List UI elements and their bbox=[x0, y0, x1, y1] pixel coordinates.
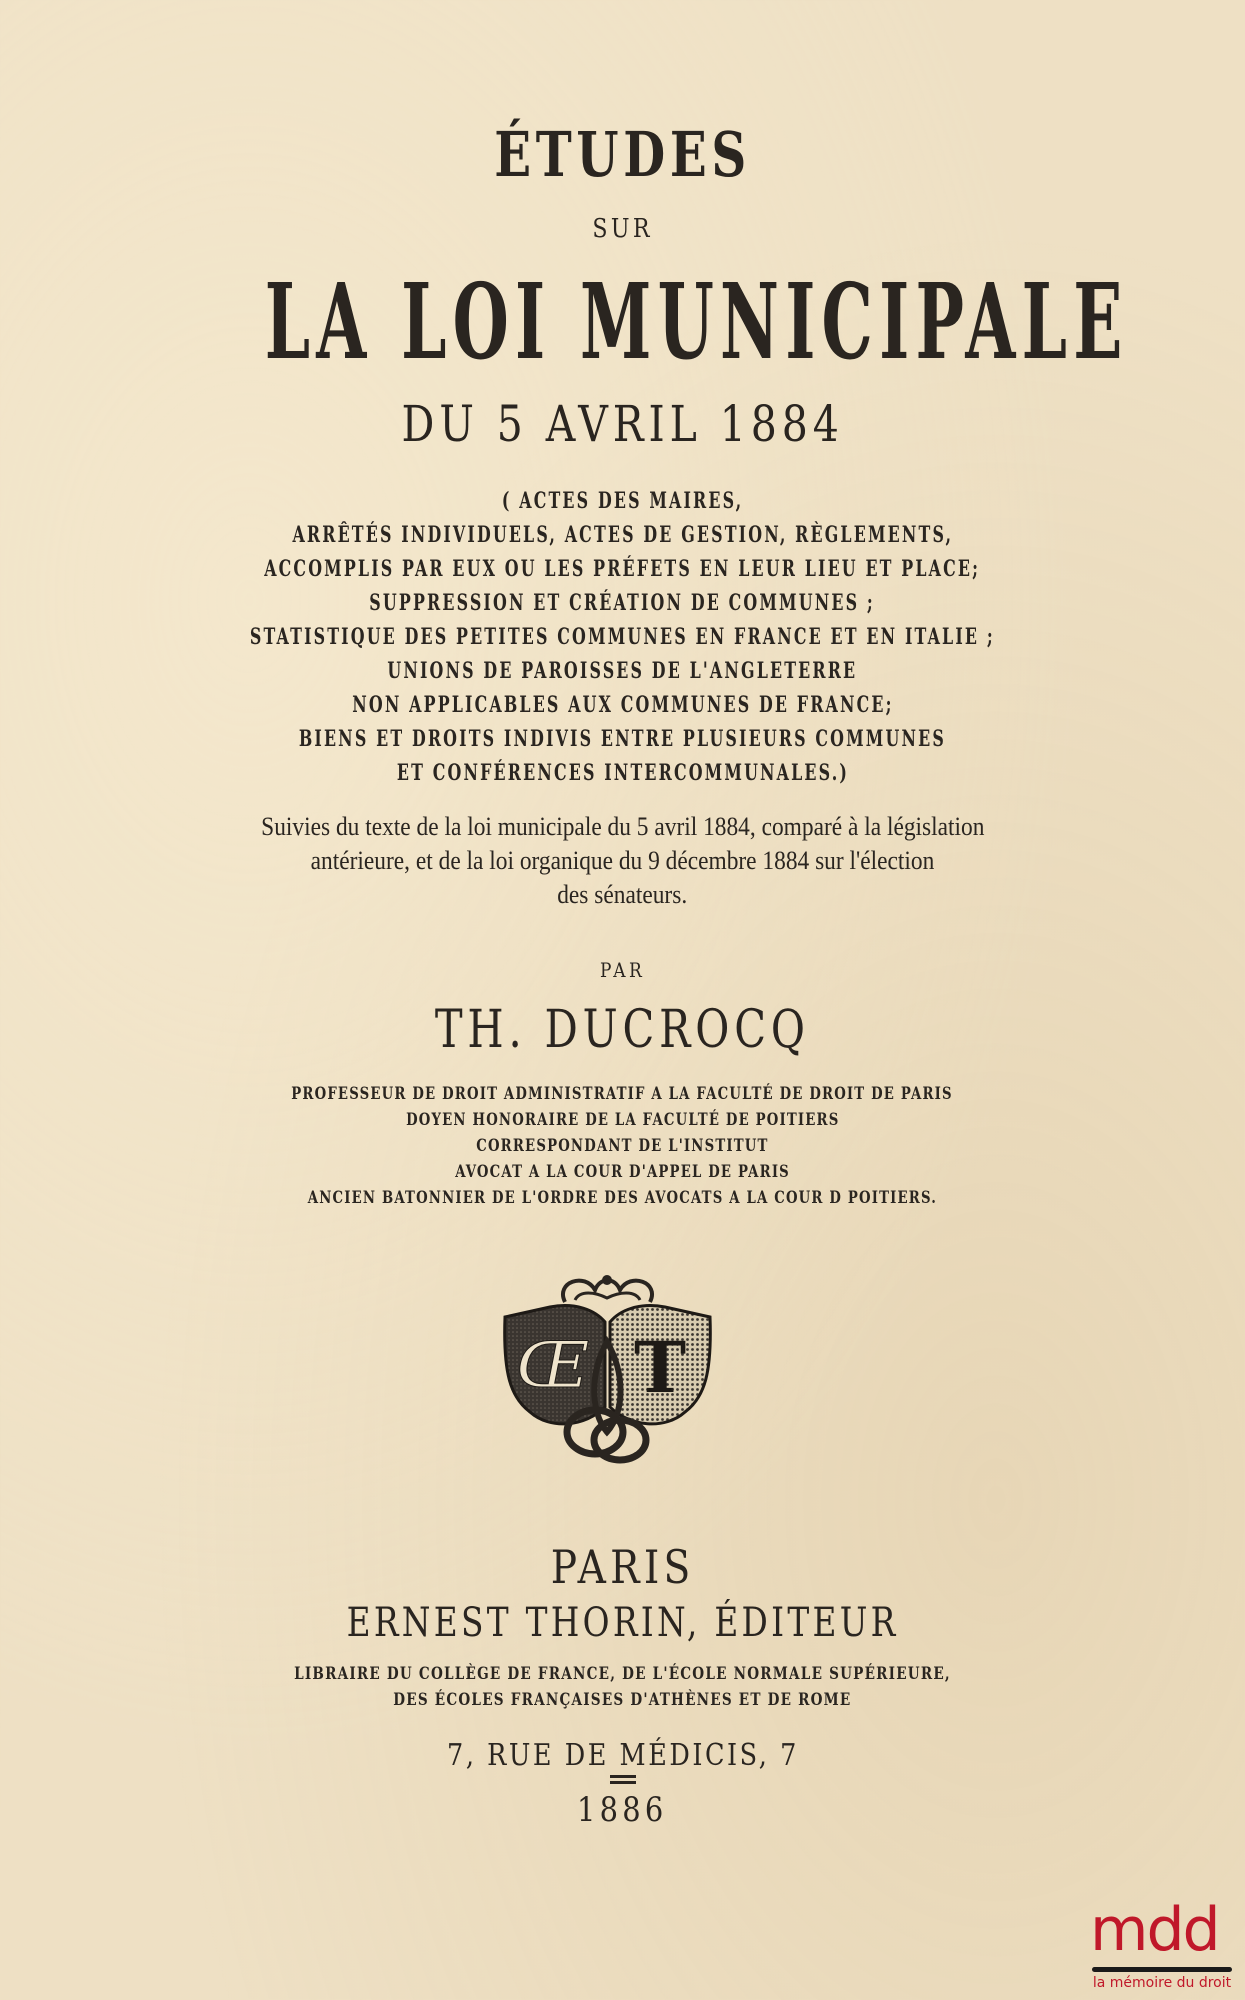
subtitle-text: STATISTIQUE DES PETITES COMMUNES EN FRANCE ET EN ITALIE ; bbox=[250, 624, 995, 650]
bookseller-text: LIBRAIRE DU COLLÈGE DE FRANCE, DE L'ÉCOLE NORMALE SUPÉRIEURE, bbox=[294, 1664, 951, 1684]
credential-text: ANCIEN BATONNIER DE L'ORDRE DES AVOCATS A LA COUR D POITIERS. bbox=[307, 1188, 938, 1208]
credential-line bbox=[0, 1084, 1245, 1104]
description-line bbox=[0, 880, 1245, 910]
subtitle-text: SUPPRESSION ET CRÉATION DE COMMUNES ; bbox=[369, 590, 876, 616]
imprint-address bbox=[0, 1738, 1245, 1773]
city-text: PARIS bbox=[550, 1540, 695, 1594]
mdd-logo-icon: mdd bbox=[1090, 1895, 1219, 1965]
subtitle-line bbox=[0, 726, 1245, 752]
mdd-watermark-logo bbox=[1082, 1895, 1242, 1995]
main-title bbox=[0, 260, 1245, 383]
credential-text: DOYEN HONORAIRE DE LA FACULTÉ DE POITIERS bbox=[405, 1110, 840, 1130]
imprint-year bbox=[0, 1790, 1245, 1830]
title-line-4: DU 5 AVRIL 1884 bbox=[401, 395, 844, 453]
author-name-text: TH. DUCROCQ bbox=[435, 1000, 810, 1060]
by-label: PAR bbox=[599, 958, 646, 982]
title-line-2: SUR bbox=[592, 214, 653, 244]
credential-line bbox=[0, 1110, 1245, 1130]
subtitle-line bbox=[0, 590, 1245, 616]
bookseller-line bbox=[0, 1664, 1245, 1684]
imprint-publisher bbox=[0, 1600, 1245, 1646]
credential-line bbox=[0, 1162, 1245, 1182]
subtitle-text: ARRÊTÉS INDIVIDUELS, ACTES DE GESTION, RÈGLEMENTS, bbox=[292, 522, 953, 548]
author-by bbox=[0, 958, 1245, 982]
subtitle-line bbox=[0, 760, 1245, 786]
credential-text: PROFESSEUR DE DROIT ADMINISTRATIF A LA FACULTÉ DE DROIT DE PARIS bbox=[291, 1084, 954, 1104]
credential-text: CORRESPONDANT DE L'INSTITUT bbox=[476, 1136, 769, 1156]
credential-line bbox=[0, 1188, 1245, 1208]
year-text: 1886 bbox=[577, 1790, 668, 1830]
subtitle-line bbox=[0, 624, 1245, 650]
subtitle-line bbox=[0, 522, 1245, 548]
author-name bbox=[0, 1000, 1245, 1060]
description-line bbox=[0, 812, 1245, 842]
subtitle-line bbox=[0, 692, 1245, 718]
description-text: antérieure, et de la loi organique du 9 décembre 1884 sur l'élection bbox=[310, 846, 935, 875]
description-text: Suivies du texte de la loi municipale du 5 avril 1884, comparé à la législation bbox=[260, 812, 985, 841]
description-text: des sénateurs. bbox=[557, 880, 688, 909]
publisher-monogram-icon bbox=[495, 1262, 720, 1467]
separator-rule bbox=[0, 1775, 1245, 1784]
subtitle-text: BIENS ET DROITS INDIVIS ENTRE PLUSIEURS COMMUNES bbox=[298, 726, 947, 752]
logo-underline bbox=[1092, 1967, 1232, 1972]
address-text: 7, RUE DE MÉDICIS, 7 bbox=[446, 1738, 799, 1773]
logo-tagline: la mémoire du droit bbox=[1092, 1975, 1232, 1991]
subtitle-text: NON APPLICABLES AUX COMMUNES DE FRANCE; bbox=[351, 692, 894, 718]
subtitle-text: ET CONFÉRENCES INTERCOMMUNALES.) bbox=[396, 760, 849, 786]
subtitle-line bbox=[0, 488, 1245, 514]
svg-text:T: T bbox=[633, 1326, 687, 1409]
subtitle-line bbox=[0, 556, 1245, 582]
subtitle-text: ACCOMPLIS PAR EUX OU LES PRÉFETS EN LEUR LIEU ET PLACE; bbox=[264, 556, 981, 582]
bookseller-line bbox=[0, 1690, 1245, 1710]
title-date bbox=[0, 395, 1245, 453]
subtitle-line bbox=[0, 658, 1245, 684]
imprint-city bbox=[0, 1540, 1245, 1594]
title-line-3: LA LOI MUNICIPALE bbox=[264, 260, 1129, 383]
subtitle-text: UNIONS DE PAROISSES DE L'ANGLETERRE bbox=[387, 658, 858, 684]
subtitle-text: ( ACTES DES MAIRES, bbox=[501, 488, 744, 514]
title-sur bbox=[0, 214, 1245, 244]
publisher-text: ERNEST THORIN, ÉDITEUR bbox=[346, 1600, 899, 1646]
bookseller-text: DES ÉCOLES FRANÇAISES D'ATHÈNES ET DE ROME bbox=[393, 1690, 852, 1710]
svg-text:Œ: Œ bbox=[516, 1329, 590, 1403]
credential-line bbox=[0, 1136, 1245, 1156]
title-etudes bbox=[0, 118, 1245, 191]
description-line bbox=[0, 846, 1245, 876]
credential-text: AVOCAT A LA COUR D'APPEL DE PARIS bbox=[455, 1162, 790, 1182]
title-line-1: ÉTUDES bbox=[494, 118, 751, 191]
